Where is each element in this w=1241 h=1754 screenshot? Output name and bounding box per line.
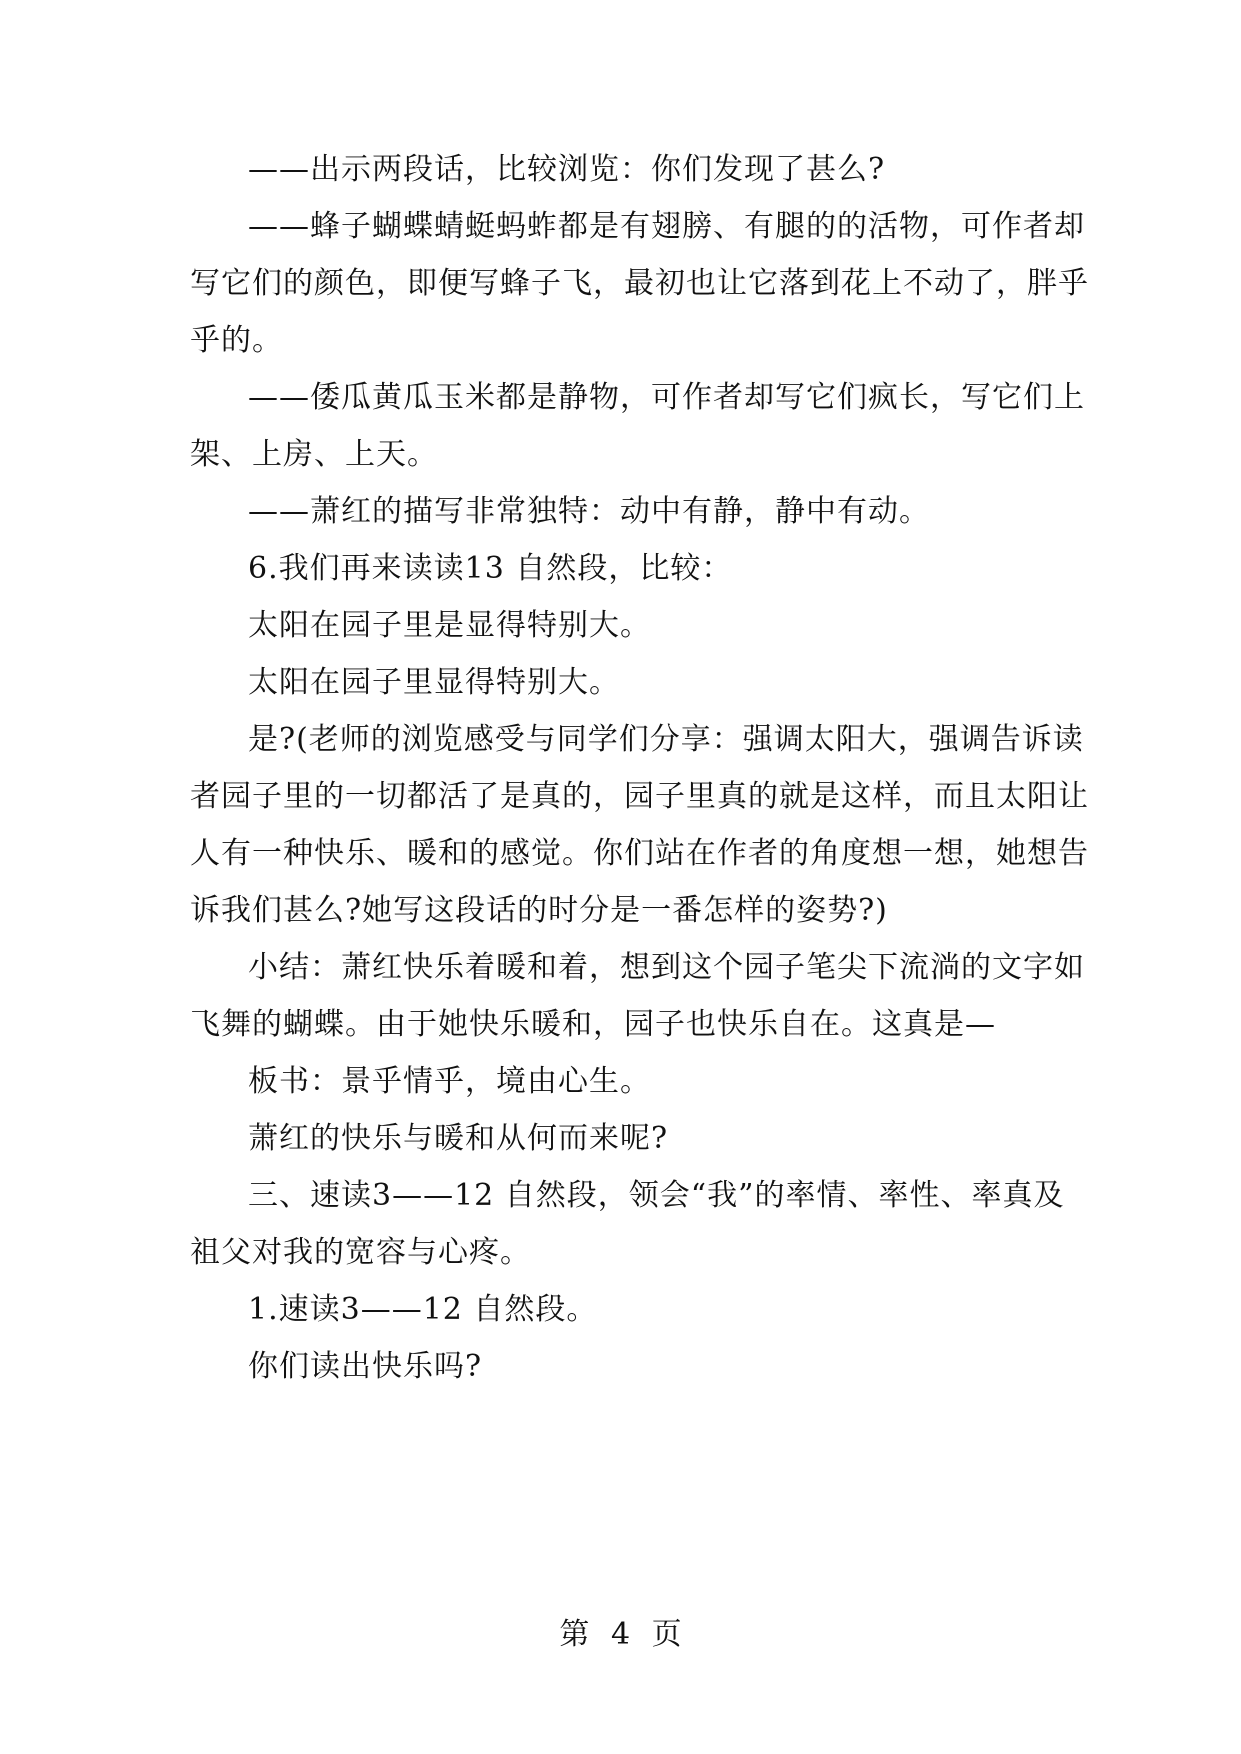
text-line: ——萧红的描写非常独特：动中有静，静中有动。 xyxy=(248,494,930,529)
text-line: 写它们的颜色，即便写蜂子飞，最初也让它落到花上不动了，胖乎 xyxy=(190,266,1089,301)
text-line: 6.我们再来读读13 自然段，比较： xyxy=(248,551,733,586)
text-line: 者园子里的一切都活了是真的，园子里真的就是这样，而且太阳让 xyxy=(190,779,1089,814)
text-line: 萧红的快乐与暖和从何而来呢? xyxy=(248,1121,669,1156)
text-line: 乎的。 xyxy=(190,323,283,358)
text-line: 你们读出快乐吗? xyxy=(248,1349,483,1384)
text-line: ——蜂子蝴蝶蜻蜓蚂蚱都是有翅膀、有腿的的活物，可作者却 xyxy=(248,209,1085,244)
footer-suffix: 页 xyxy=(651,1617,682,1652)
footer-prefix: 第 xyxy=(559,1617,590,1652)
text-line: 人有一种快乐、暖和的感觉。你们站在作者的角度想一想，她想告 xyxy=(190,836,1089,871)
text-line: 祖父对我的宽容与心疼。 xyxy=(190,1235,531,1270)
text-line: 太阳在园子里是显得特别大。 xyxy=(248,608,651,643)
text-line: 诉我们甚么?她写这段话的时分是一番怎样的姿势?) xyxy=(190,893,888,928)
text-line: 架、上房、上天。 xyxy=(190,437,438,472)
page-footer xyxy=(0,1615,1241,1655)
text-line: 板书：景乎情乎，境由心生。 xyxy=(248,1064,651,1099)
text-line: 是?(老师的浏览感受与同学们分享：强调太阳大，强调告诉读 xyxy=(248,722,1084,757)
text-line: ——出示两段话，比较浏览：你们发现了甚么? xyxy=(248,152,886,187)
text-line: 三、速读3——12 自然段，领会“我”的率情、率性、率真及 xyxy=(248,1178,1065,1213)
text-line: 太阳在园子里显得特别大。 xyxy=(248,665,620,700)
text-line: 飞舞的蝴蝶。由于她快乐暖和，园子也快乐自在。这真是— xyxy=(190,1007,996,1042)
text-line: ——倭瓜黄瓜玉米都是静物，可作者却写它们疯长，写它们上 xyxy=(248,380,1085,415)
page-number: 4 xyxy=(610,1617,631,1652)
text-line: 小结：萧红快乐着暖和着，想到这个园子笔尖下流淌的文字如 xyxy=(248,950,1085,985)
text-line: 1.速读3——12 自然段。 xyxy=(248,1292,598,1327)
